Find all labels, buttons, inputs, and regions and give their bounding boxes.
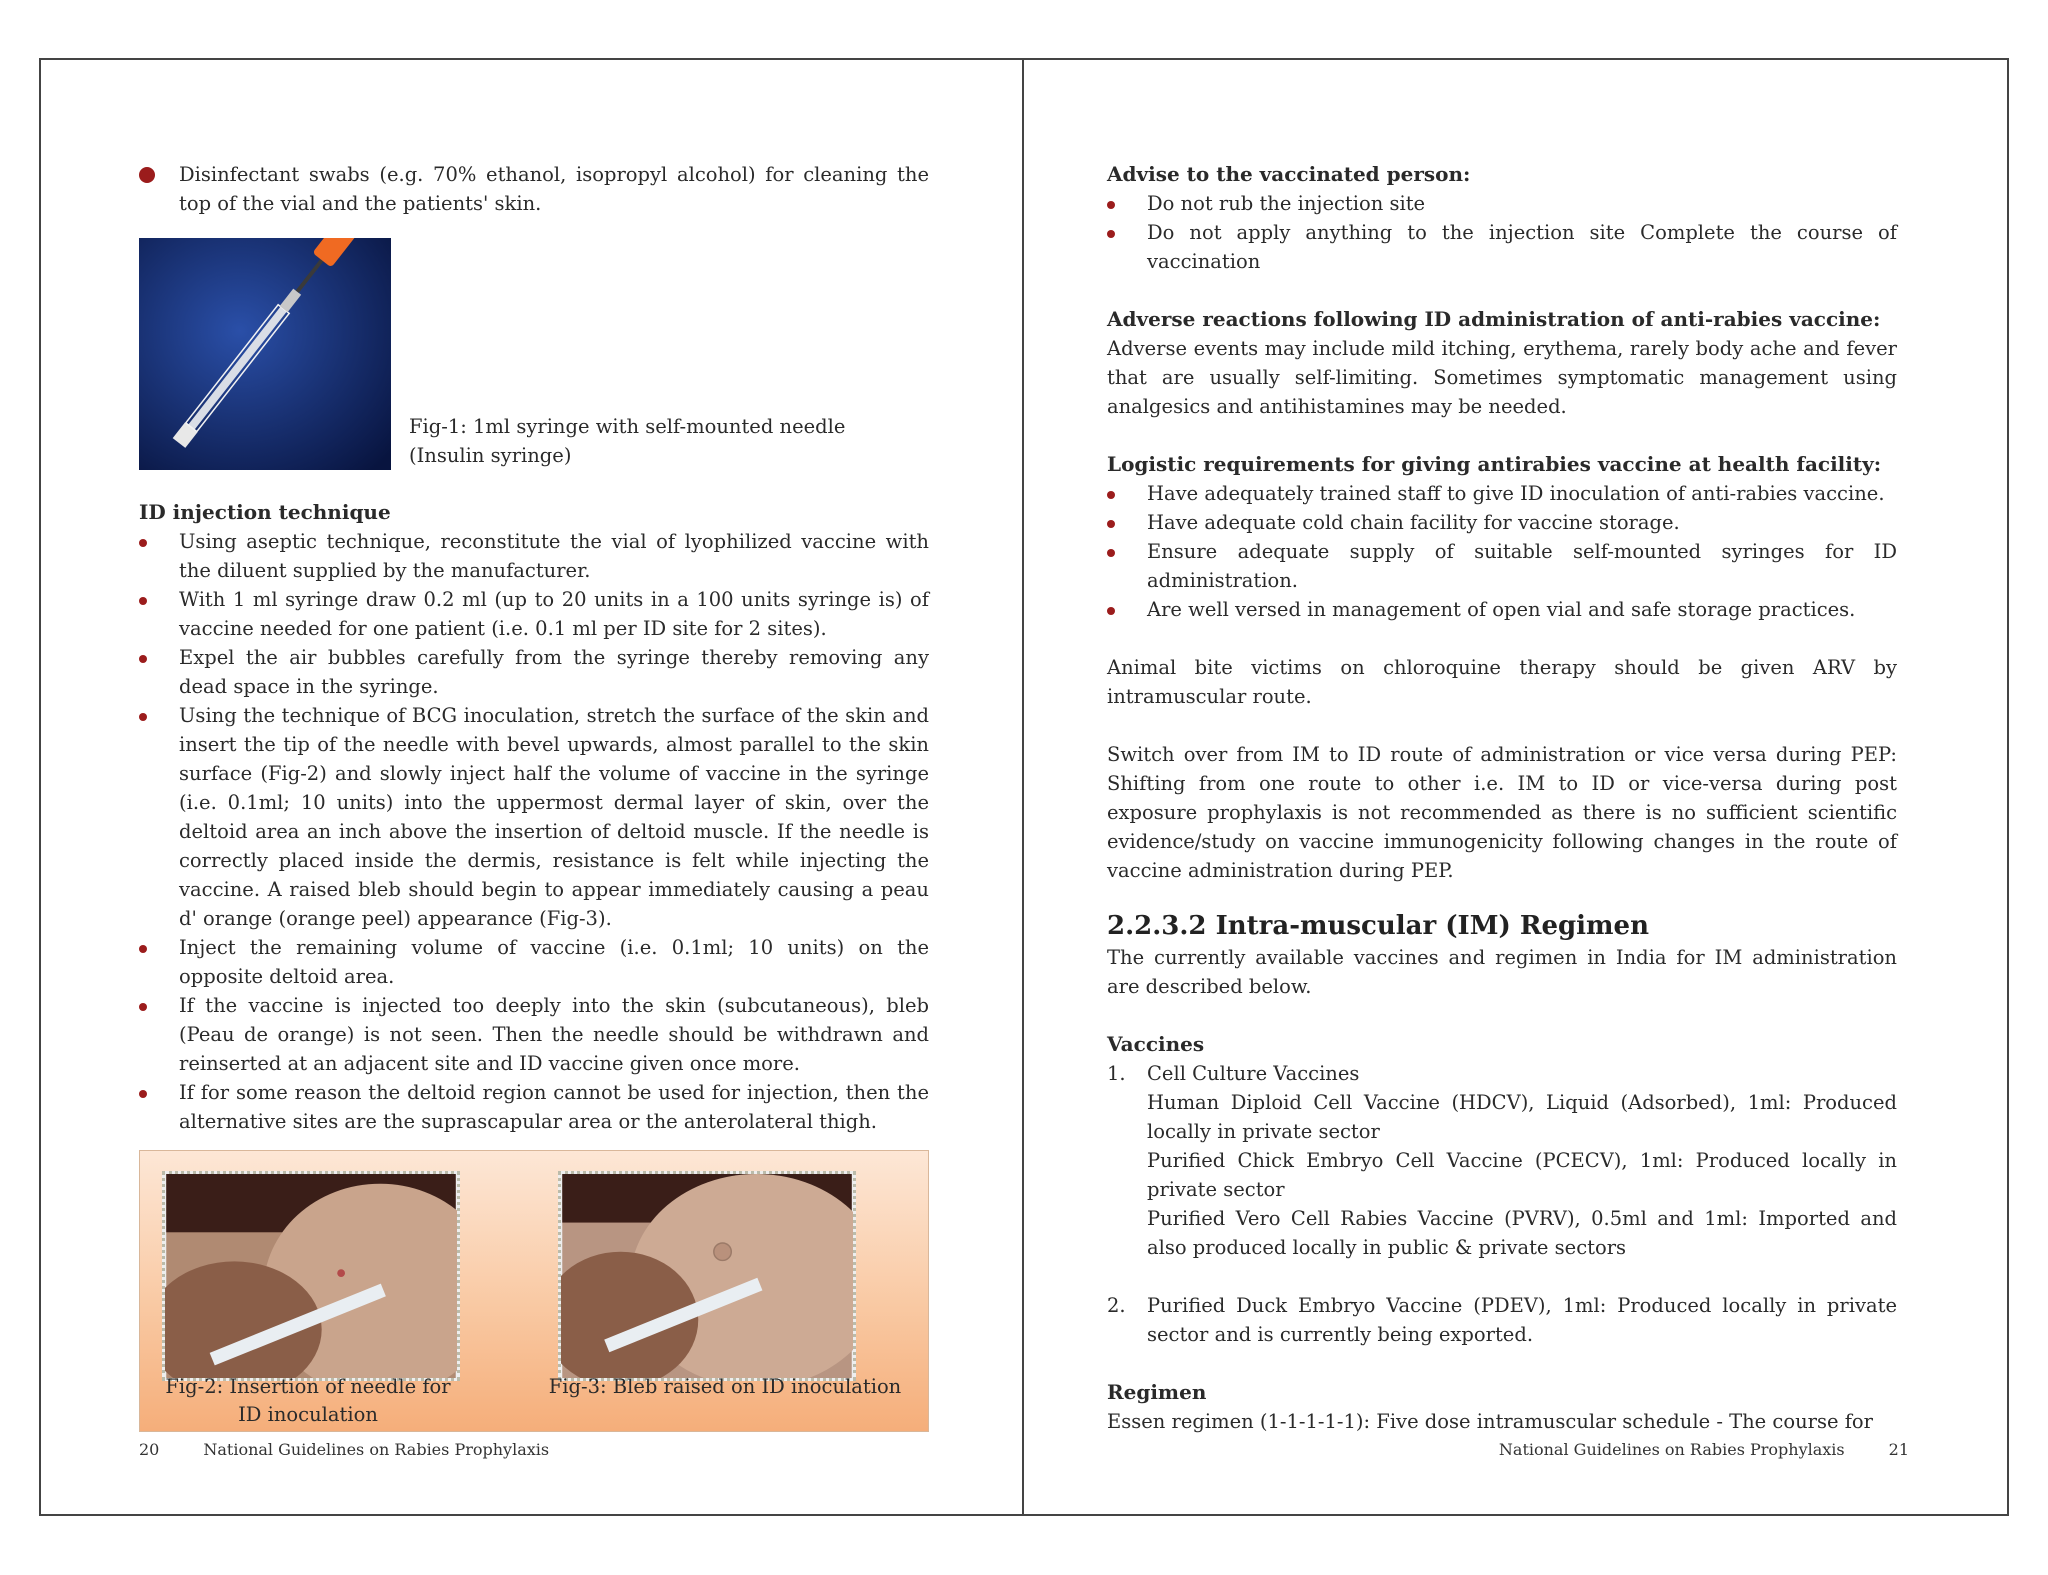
adverse-heading: Adverse reactions following ID administration of anti-rabies vaccine:: [1107, 307, 1881, 331]
figure-2-3-panel: [139, 1150, 929, 1432]
list-item: Disinfectant swabs (e.g. 70% ethanol, isopropyl alcohol) for cleaning the top of the vial and the patients' skin.: [139, 160, 929, 218]
bullet-icon: [139, 655, 147, 663]
im-regimen-heading: 2.2.3.2 Intra-muscular (IM) Regimen: [1107, 911, 1650, 941]
right-page-content: [1107, 160, 1897, 1436]
list-item: Have adequately trained staff to give ID inoculation of anti-rabies vaccine.: [1107, 479, 1897, 508]
right-footer: [1499, 1440, 1909, 1459]
bleb-image: [561, 1174, 853, 1378]
list-item: Ensure adequate supply of suitable self-mounted syringes for ID administration.: [1107, 537, 1897, 595]
list-item: Using aseptic technique, reconstitute the vial of lyophilized vaccine with the diluent supplied by the manufacturer.: [139, 527, 929, 585]
im-regimen-paragraph: The currently available vaccines and regimen in India for IM administration are described below.: [1107, 946, 1897, 998]
bullet-icon: [1107, 607, 1115, 615]
injection-image: [165, 1174, 457, 1378]
page-number: 20: [139, 1440, 160, 1459]
chloroquine-paragraph: Animal bite victims on chloroquine therapy should be given ARV by intramuscular route.: [1107, 656, 1897, 708]
regimen-heading: Regimen: [1107, 1380, 1207, 1404]
list-item: Do not rub the injection site: [1107, 189, 1897, 218]
figure-3-caption: Fig-3: Bleb raised on ID inoculation: [548, 1375, 902, 1398]
figure-1: [139, 238, 929, 470]
left-footer: [139, 1440, 549, 1459]
section-heading: ID injection technique: [139, 500, 391, 524]
list-item: Do not apply anything to the injection site Complete the course of vaccination: [1107, 218, 1897, 276]
bullet-icon: [139, 539, 147, 547]
bullet-icon: [139, 713, 147, 721]
bullet-icon: [1107, 230, 1115, 238]
vaccines-list: [1107, 1059, 1897, 1349]
bullet-icon: [1107, 549, 1115, 557]
syringe-image: [139, 238, 391, 470]
footer-title: National Guidelines on Rabies Prophylaxis: [203, 1440, 550, 1459]
list-item: Are well versed in management of open vial and safe storage practices.: [1107, 595, 1897, 624]
switch-paragraph: Switch over from IM to ID route of administration or vice versa during PEP: Shifting from one route to other i.e. IM to ID or vice-versa during post exposure prophylaxis is not recommended as there is no sufficient scientific evidence/study on vaccine immunogenicity following changes in the route of vaccine administration during PEP.: [1107, 743, 1897, 882]
list-item: Expel the air bubbles carefully from the syringe thereby removing any dead space in the syringe.: [139, 643, 929, 701]
list-item: Using the technique of BCG inoculation, stretch the surface of the skin and insert the tip of the needle with bevel upwards, almost parallel to the skin surface (Fig-2) and slowly inject half the volume of vaccine in the syringe (i.e. 0.1ml; 10 units) into the uppermost dermal layer of skin, over the deltoid area an inch above the insertion of deltoid muscle. If the needle is correctly placed inside the dermis, resistance is felt while injecting the vaccine. A raised bleb should begin to appear immediately causing a peau d' orange (orange peel) appearance (Fig-3).: [139, 701, 929, 933]
bullet-icon: [1107, 201, 1115, 209]
left-page: [41, 60, 1024, 1514]
bullet-icon: [139, 945, 147, 953]
bullet-icon: [1107, 491, 1115, 499]
list-item: Have adequate cold chain facility for vaccine storage.: [1107, 508, 1897, 537]
footer-title: National Guidelines on Rabies Prophylaxis: [1498, 1440, 1845, 1459]
bullet-icon: [139, 167, 155, 183]
bleb-photo: [558, 1171, 856, 1381]
figure-1-caption: Fig-1: 1ml syringe with self-mounted needle (Insulin syringe): [409, 415, 846, 467]
bullet-icon: [139, 597, 147, 605]
page-spread: [39, 58, 2009, 1516]
figure-2-caption: Fig-2: Insertion of needle for ID inoculation: [165, 1375, 451, 1426]
left-page-content: [139, 160, 929, 1432]
list-item: If for some reason the deltoid region cannot be used for injection, then the alternative sites are the suprascapular area or the anterolateral thigh.: [139, 1078, 929, 1136]
advise-heading: Advise to the vaccinated person:: [1107, 162, 1471, 186]
bullet-icon: [139, 1090, 147, 1098]
injection-photo: [162, 1171, 460, 1381]
logistic-heading: Logistic requirements for giving antirabies vaccine at health facility:: [1107, 452, 1882, 476]
right-page: [1024, 60, 2007, 1514]
page-number: 21: [1888, 1440, 1909, 1459]
logistic-list: [1107, 479, 1897, 624]
list-item: If the vaccine is injected too deeply into the skin (subcutaneous), bleb (Peau de orange) is not seen. Then the needle should be withdrawn and reinserted at an adjacent site and ID vaccine given once more.: [139, 991, 929, 1078]
list-item: Inject the remaining volume of vaccine (i.e. 0.1ml; 10 units) on the opposite deltoid area.: [139, 933, 929, 991]
bullet-icon: [1107, 520, 1115, 528]
adverse-paragraph: Adverse events may include mild itching, erythema, rarely body ache and fever that are usually self-limiting. Sometimes symptomatic management using analgesics and antihistamines may be needed.: [1107, 337, 1897, 418]
bullet-icon: [139, 1003, 147, 1011]
top-bullet-list: [139, 160, 929, 218]
technique-bullet-list: [139, 527, 929, 1136]
list-item: 2. Purified Duck Embryo Vaccine (PDEV), 1ml: Produced locally in private sector and is currently being exported.: [1107, 1294, 1897, 1346]
list-item: 1. Cell Culture Vaccines Human Diploid Cell Vaccine (HDCV), Liquid (Adsorbed), 1ml: Produced locally in private sector Purified Chick Embryo Cell Vaccine (PCECV), 1ml: Produced locally in private sector Purified Vero Cell Rabies Vaccine (PVRV), 0.5ml and 1ml: Imported and also produced locally in public & private sectors: [1107, 1062, 1897, 1259]
vaccines-heading: Vaccines: [1107, 1032, 1205, 1056]
advise-list: [1107, 189, 1897, 276]
list-item: With 1 ml syringe draw 0.2 ml (up to 20 units in a 100 units syringe is) of vaccine needed for one patient (i.e. 0.1 ml per ID site for 2 sites).: [139, 585, 929, 643]
regimen-paragraph: Essen regimen (1-1-1-1-1): Five dose intramuscular schedule - The course for: [1107, 1410, 1873, 1433]
